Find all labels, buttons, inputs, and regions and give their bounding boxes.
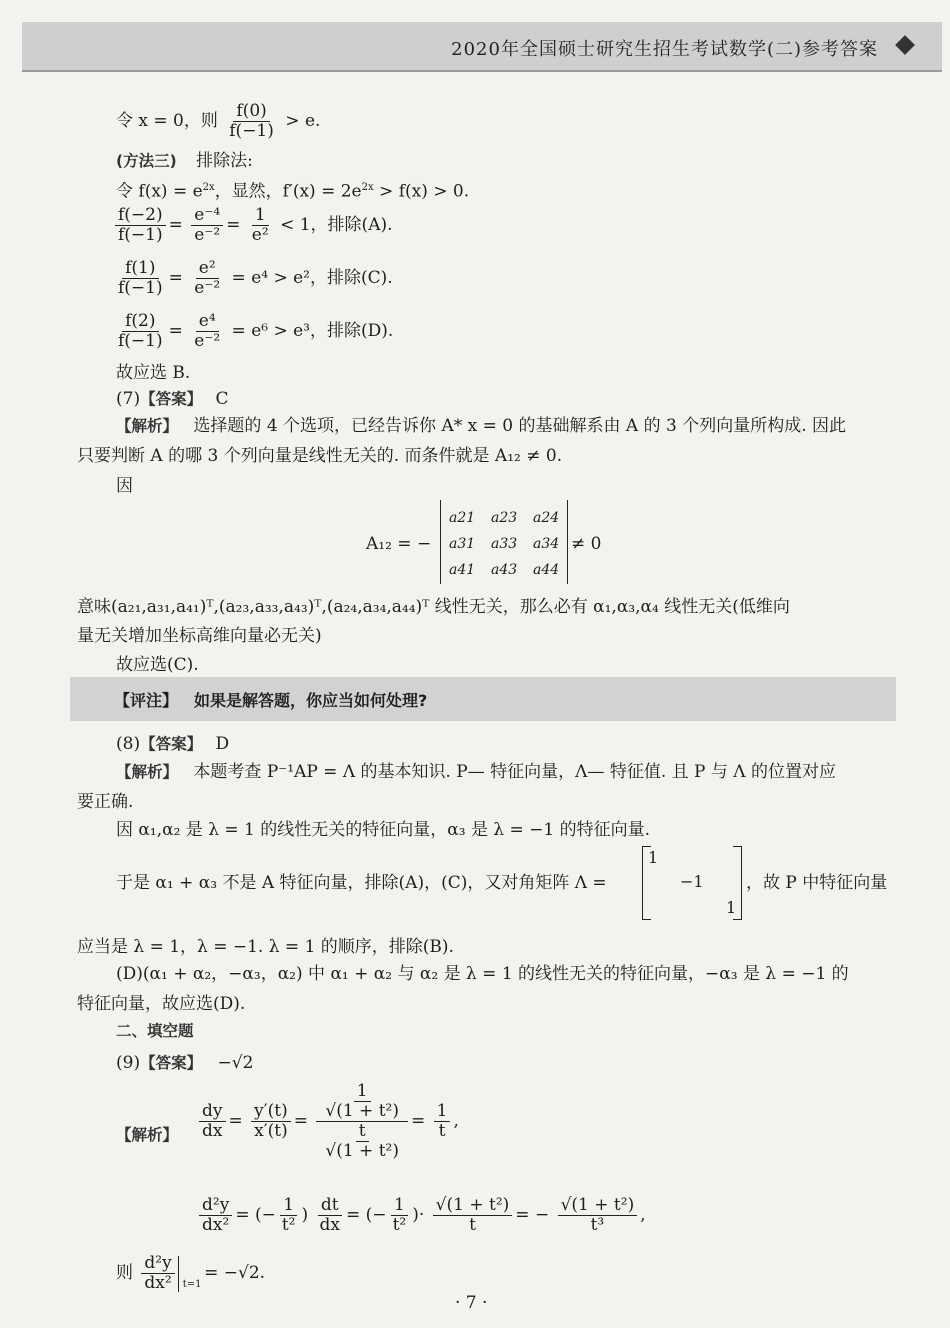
frac-den: t³ — [590, 1215, 605, 1235]
fraction — [226, 102, 277, 141]
frac-den: dx — [202, 1121, 223, 1141]
frac-num: e⁻⁴ — [191, 206, 223, 226]
fraction — [322, 1122, 402, 1161]
fraction — [434, 1102, 451, 1141]
q6-gt-e: > e. — [285, 111, 321, 131]
fraction — [433, 1196, 513, 1235]
frac-den: √(1 + t²) — [325, 1141, 399, 1161]
q9-eq3 — [116, 1254, 265, 1293]
let-f-exp2: 2x — [361, 182, 374, 193]
frac-num: √(1 + t²) — [558, 1196, 638, 1216]
frac-num: f(1) — [122, 259, 158, 279]
q8-answer-value: D — [215, 734, 230, 754]
then: 则 — [116, 1263, 133, 1283]
frac-num: f(0) — [233, 102, 269, 122]
frac-den: dx² — [144, 1273, 172, 1293]
frac-num: t — [356, 1122, 369, 1142]
q6-let-x-text: 令 x = 0，则 — [116, 111, 218, 131]
matrix-entry: 1 — [648, 848, 659, 867]
method3-tag: (方法三) — [116, 152, 177, 170]
det-entry: a43 — [491, 562, 518, 578]
frac-den — [316, 1122, 408, 1161]
note-tag: 【评注】 — [114, 691, 179, 710]
section-title: 二、填空题 — [116, 1022, 194, 1040]
note — [114, 688, 427, 711]
det-entry: a21 — [449, 510, 476, 526]
q6-let-x — [116, 102, 320, 141]
frac-den: e⁻² — [194, 278, 221, 298]
ratio-2-tail: = e⁴ > e²，排除(C). — [231, 268, 393, 288]
q7-answer-value: C — [215, 389, 229, 409]
q8-line-5: 应当是 λ = 1，λ = −1. λ = 1 的顺序，排除(B). — [77, 937, 454, 957]
frac-num: 1 — [434, 1102, 451, 1122]
determinant — [440, 500, 568, 584]
note-text: 如果是解答题，你应当如何处理? — [194, 691, 428, 710]
q7-analysis-1 — [116, 415, 846, 437]
analysis-tag: 【解析】 — [116, 763, 179, 781]
frac-num — [316, 1082, 408, 1122]
frac-num: f(2) — [122, 312, 158, 332]
frac-den: √(1 + t²) — [325, 1101, 399, 1121]
q8-analysis-text-2: 要正确. — [77, 792, 134, 812]
q6-method3 — [116, 150, 253, 172]
q8-line-4a: 于是 α₁ + α₃ 不是 A 特征向量，排除(A)，(C)，又对角矩阵 Λ = — [116, 873, 607, 893]
page-header — [22, 22, 942, 72]
let-f-b: ，显然，f′(x) = 2e — [214, 181, 362, 202]
q9-eq2: $\frac{\text{d²y}}{\text{dx²}}$ = (− $\frac{1}{\text{t²}}$ ) $\frac{dt}{dx}$ = (− $\frac{1}{\text{t²}}$ )· $\frac{\text{√(1 + t²)}}{t}$ = − $\frac{\text{√(1 + t²)}}{\text{t³}}$ , — [196, 1196, 646, 1235]
q7-analysis-text-2: 只要判断 A 的哪 3 个列向量是线性无关的. 而条件就是 A₁₂ ≠ 0. — [77, 446, 563, 466]
q9-eq1: $\frac{dy}{dx}$ = $\frac{y'(t)}{x'(t)}$ = $\frac{\frac{1}{\text{√(1 + t²)}}}{\frac{t}{\text{√(1 + t²)}}}$ = $\frac{1}{t}$ , — [196, 1082, 459, 1161]
frac-den: t — [438, 1121, 446, 1141]
q6-ratio-1: $\frac{f(-2)}{f(-1)}$ = $\frac{\text{e⁻⁴}}{\text{e⁻²}}$ = $\frac{1}{\text{e²}}$ < 1，排除(A). — [112, 206, 393, 245]
fraction — [251, 1102, 291, 1141]
fraction — [317, 1196, 343, 1235]
q8-line-3: 因 α₁,α₂ 是 λ = 1 的线性无关的特征向量，α₃ 是 λ = −1 的特征向量. — [116, 820, 651, 840]
let-f-a: 令 f(x) = e — [116, 181, 203, 202]
fraction — [191, 259, 223, 298]
q7-means-2: 量无关增加坐标高维向量必无关) — [77, 626, 322, 646]
frac-den: f(−1) — [118, 331, 163, 351]
diamond-icon — [895, 35, 915, 55]
q8-line-7: 特征向量，故应选(D). — [77, 994, 246, 1014]
fraction — [115, 206, 166, 245]
note-bar — [70, 677, 896, 721]
frac-num: y′(t) — [251, 1102, 291, 1122]
fraction — [115, 259, 166, 298]
fraction — [249, 206, 272, 245]
det-entry: a23 — [491, 510, 518, 526]
q6-ratio-3: $\frac{f(2)}{f(-1)}$ = $\frac{\text{e⁴}}{\text{e⁻²}}$ = e⁶ > e³，排除(D). — [112, 312, 393, 351]
frac-num: e⁴ — [196, 312, 219, 332]
diagonal-matrix — [642, 846, 742, 920]
det-entry: a44 — [533, 562, 560, 578]
q9-final: = −√2. — [204, 1263, 266, 1283]
fraction — [199, 1196, 232, 1235]
q9-answer — [116, 1052, 253, 1074]
q7-means-1: 意味(a₂₁,a₃₁,a₄₁)ᵀ,(a₂₃,a₃₃,a₄₃)ᵀ,(a₂₄,a₃₄,a₄₄)ᵀ 线性无关，那么必有 α₁,α₃,α₄ 线性无关(低维向 — [77, 597, 790, 617]
frac-num: 1 — [252, 206, 269, 226]
fraction — [191, 312, 223, 351]
header-title: 2020年全国硕士研究生招生考试数学(二)参考答案 — [451, 39, 878, 60]
q7-num: (7) — [116, 389, 141, 409]
det-entry: a33 — [491, 536, 518, 552]
q6-let-f — [116, 177, 469, 203]
analysis-tag: 【解析】 — [116, 417, 179, 435]
answer-tag: 【答案】 — [140, 735, 203, 753]
ratio-3-tail: = e⁶ > e³，排除(D). — [231, 321, 394, 341]
eval-point: t=1 — [182, 1278, 202, 1290]
det-entry: a41 — [449, 562, 476, 578]
q7-analysis-text-1: 选择题的 4 个选项，已经告诉你 A* x = 0 的基础解系由 A 的 3 个列向量所构成. 因此 — [193, 416, 847, 436]
q9-analysis — [116, 1124, 178, 1146]
fraction — [141, 1254, 174, 1293]
det-entry: a31 — [449, 536, 476, 552]
frac-den: dx — [319, 1215, 341, 1235]
answer-tag: 【答案】 — [140, 390, 203, 408]
method3-name: 排除法: — [196, 151, 253, 171]
frac-den: dx² — [202, 1215, 230, 1235]
fraction — [115, 312, 166, 351]
frac-den: e⁻² — [194, 225, 221, 245]
matrix-entry: 1 — [726, 898, 737, 917]
frac-den: t² — [392, 1215, 407, 1235]
det-entry: a34 — [533, 536, 560, 552]
q8-answer — [116, 733, 229, 755]
det-rhs: ≠ 0 — [571, 534, 602, 554]
q8-num: (8) — [116, 734, 141, 754]
q8-analysis-text-1: 本题考查 P⁻¹AP = Λ 的基本知识. P— 特征向量，Λ— 特征值. 且 P 与 Λ 的位置对应 — [193, 762, 836, 782]
compound-fraction — [316, 1082, 408, 1161]
q8-analysis-1 — [116, 761, 836, 783]
q7-conclusion: 故应选(C). — [116, 655, 199, 675]
let-f-exp: 2x — [202, 182, 215, 193]
q9-num: (9) — [116, 1053, 141, 1073]
frac-den: f(−1) — [118, 278, 163, 298]
frac-den: f(−1) — [229, 121, 274, 141]
frac-num: f(−2) — [115, 206, 166, 226]
q8-line-4b: ，故 P 中特征向量 — [746, 873, 888, 893]
let-f-c: > f(x) > 0. — [373, 181, 470, 202]
frac-den: e² — [251, 225, 269, 245]
frac-num: 1 — [280, 1196, 297, 1216]
det-lhs: A₁₂ = − — [366, 534, 432, 554]
fraction — [191, 206, 223, 245]
ratio-1-tail: < 1，排除(A). — [280, 215, 393, 235]
fraction — [390, 1196, 410, 1235]
frac-den: f(−1) — [118, 225, 163, 245]
analysis-tag: 【解析】 — [116, 1126, 179, 1144]
q6-conclusion: 故应选 B. — [116, 363, 191, 383]
matrix-entry: −1 — [680, 872, 704, 891]
det-entry: a24 — [533, 510, 560, 526]
page-number: · 7 · — [455, 1293, 488, 1313]
frac-den: t — [469, 1215, 476, 1235]
frac-num: d²y — [141, 1254, 174, 1274]
fraction — [279, 1196, 299, 1235]
q7-answer — [116, 388, 229, 410]
q6-ratio-2: $\frac{f(1)}{f(-1)}$ = $\frac{\text{e²}}{\text{e⁻²}}$ = e⁴ > e²，排除(C). — [112, 259, 393, 298]
frac-num: 1 — [354, 1082, 371, 1102]
frac-den: e⁻² — [194, 331, 221, 351]
frac-num: dt — [318, 1196, 342, 1216]
frac-num: √(1 + t²) — [433, 1196, 513, 1216]
fraction — [322, 1082, 402, 1121]
frac-den: x′(t) — [254, 1121, 288, 1141]
frac-den: t² — [281, 1215, 296, 1235]
frac-num: e² — [196, 259, 219, 279]
q9-answer-value: −√2 — [217, 1053, 254, 1073]
frac-num: dy — [199, 1102, 226, 1122]
q8-line-6: (D)(α₁ + α₂，−α₃，α₂) 中 α₁ + α₂ 与 α₂ 是 λ = 1 的线性无关的特征向量，−α₃ 是 λ = −1 的 — [116, 964, 849, 984]
answer-tag: 【答案】 — [140, 1054, 203, 1072]
fraction — [199, 1102, 226, 1141]
frac-num: 1 — [391, 1196, 408, 1216]
fraction — [558, 1196, 638, 1235]
q7-because: 因 — [116, 476, 133, 496]
frac-num: d²y — [199, 1196, 232, 1216]
